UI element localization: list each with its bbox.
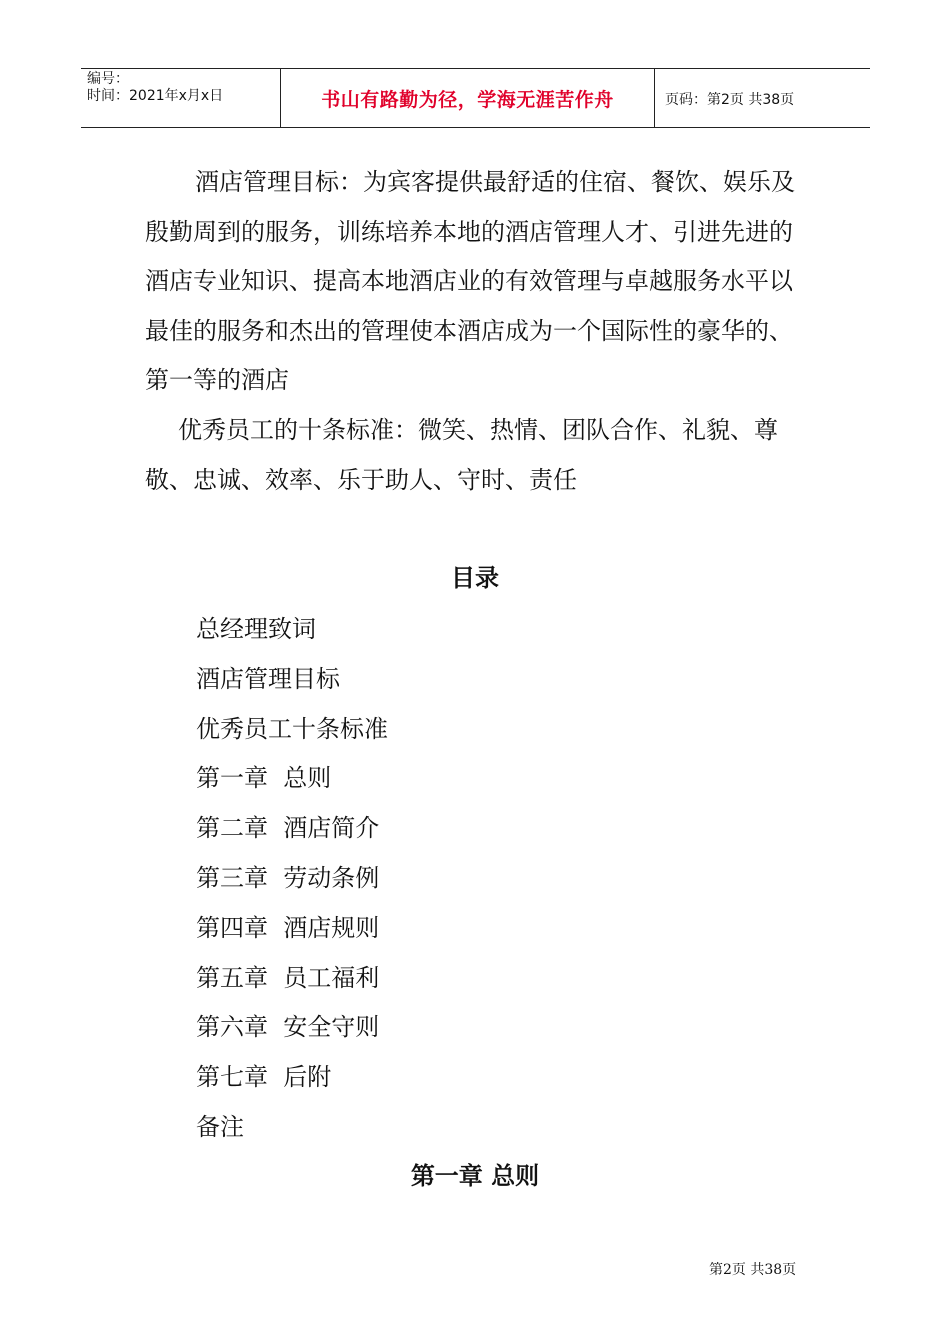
toc-item[interactable]: 第一章 总则 xyxy=(196,764,332,793)
toc-item[interactable]: 第七章 后附 xyxy=(196,1063,332,1092)
header-meta xyxy=(81,69,281,128)
toc-item[interactable]: 第三章 劳动条例 xyxy=(196,863,380,892)
header-code-label: 编号： xyxy=(87,71,129,87)
toc-item[interactable]: 优秀员工十条标准 xyxy=(196,714,388,743)
chapter-heading: 第一章 总则 xyxy=(410,1162,540,1190)
page-footer: 第2页 共38页 xyxy=(709,1262,797,1278)
paragraph-employee-standards: 优秀员工的十条标准：微笑、热情、团队合作、礼貌、尊敬、忠诚、效率、乐于助人、守时、责任 xyxy=(145,416,778,494)
toc-item[interactable]: 备注 xyxy=(196,1112,244,1141)
toc-item[interactable]: 第二章 酒店简介 xyxy=(196,814,380,843)
header-motto: 书山有路勤为径，学海无涯苦作舟 xyxy=(281,69,655,128)
paragraph-hotel-goal: 酒店管理目标：为宾客提供最舒适的住宿、餐饮、娱乐及殷勤周到的服务，训练培养本地的酒店管理人才、引进先进的酒店专业知识、提高本地酒店业的有效管理与卓越服务水平以最佳的服务和杰出的管理使本酒店成为一个国际性的豪华的、第一等的酒店 xyxy=(145,168,795,394)
toc-item[interactable]: 总经理致词 xyxy=(196,615,316,643)
page-header xyxy=(81,68,870,128)
toc-item[interactable]: 第五章 员工福利 xyxy=(196,963,380,992)
toc-item[interactable]: 第四章 酒店规则 xyxy=(196,913,380,942)
toc-list xyxy=(196,605,388,1153)
header-time-label: 时间：2021年x月x日 xyxy=(87,88,224,104)
header-page-info: 页码：第2页 共38页 xyxy=(665,91,795,108)
toc-item[interactable]: 酒店管理目标 xyxy=(196,664,340,693)
toc-title: 目录 xyxy=(451,564,499,592)
toc-item[interactable]: 第六章 安全守则 xyxy=(196,1013,380,1042)
